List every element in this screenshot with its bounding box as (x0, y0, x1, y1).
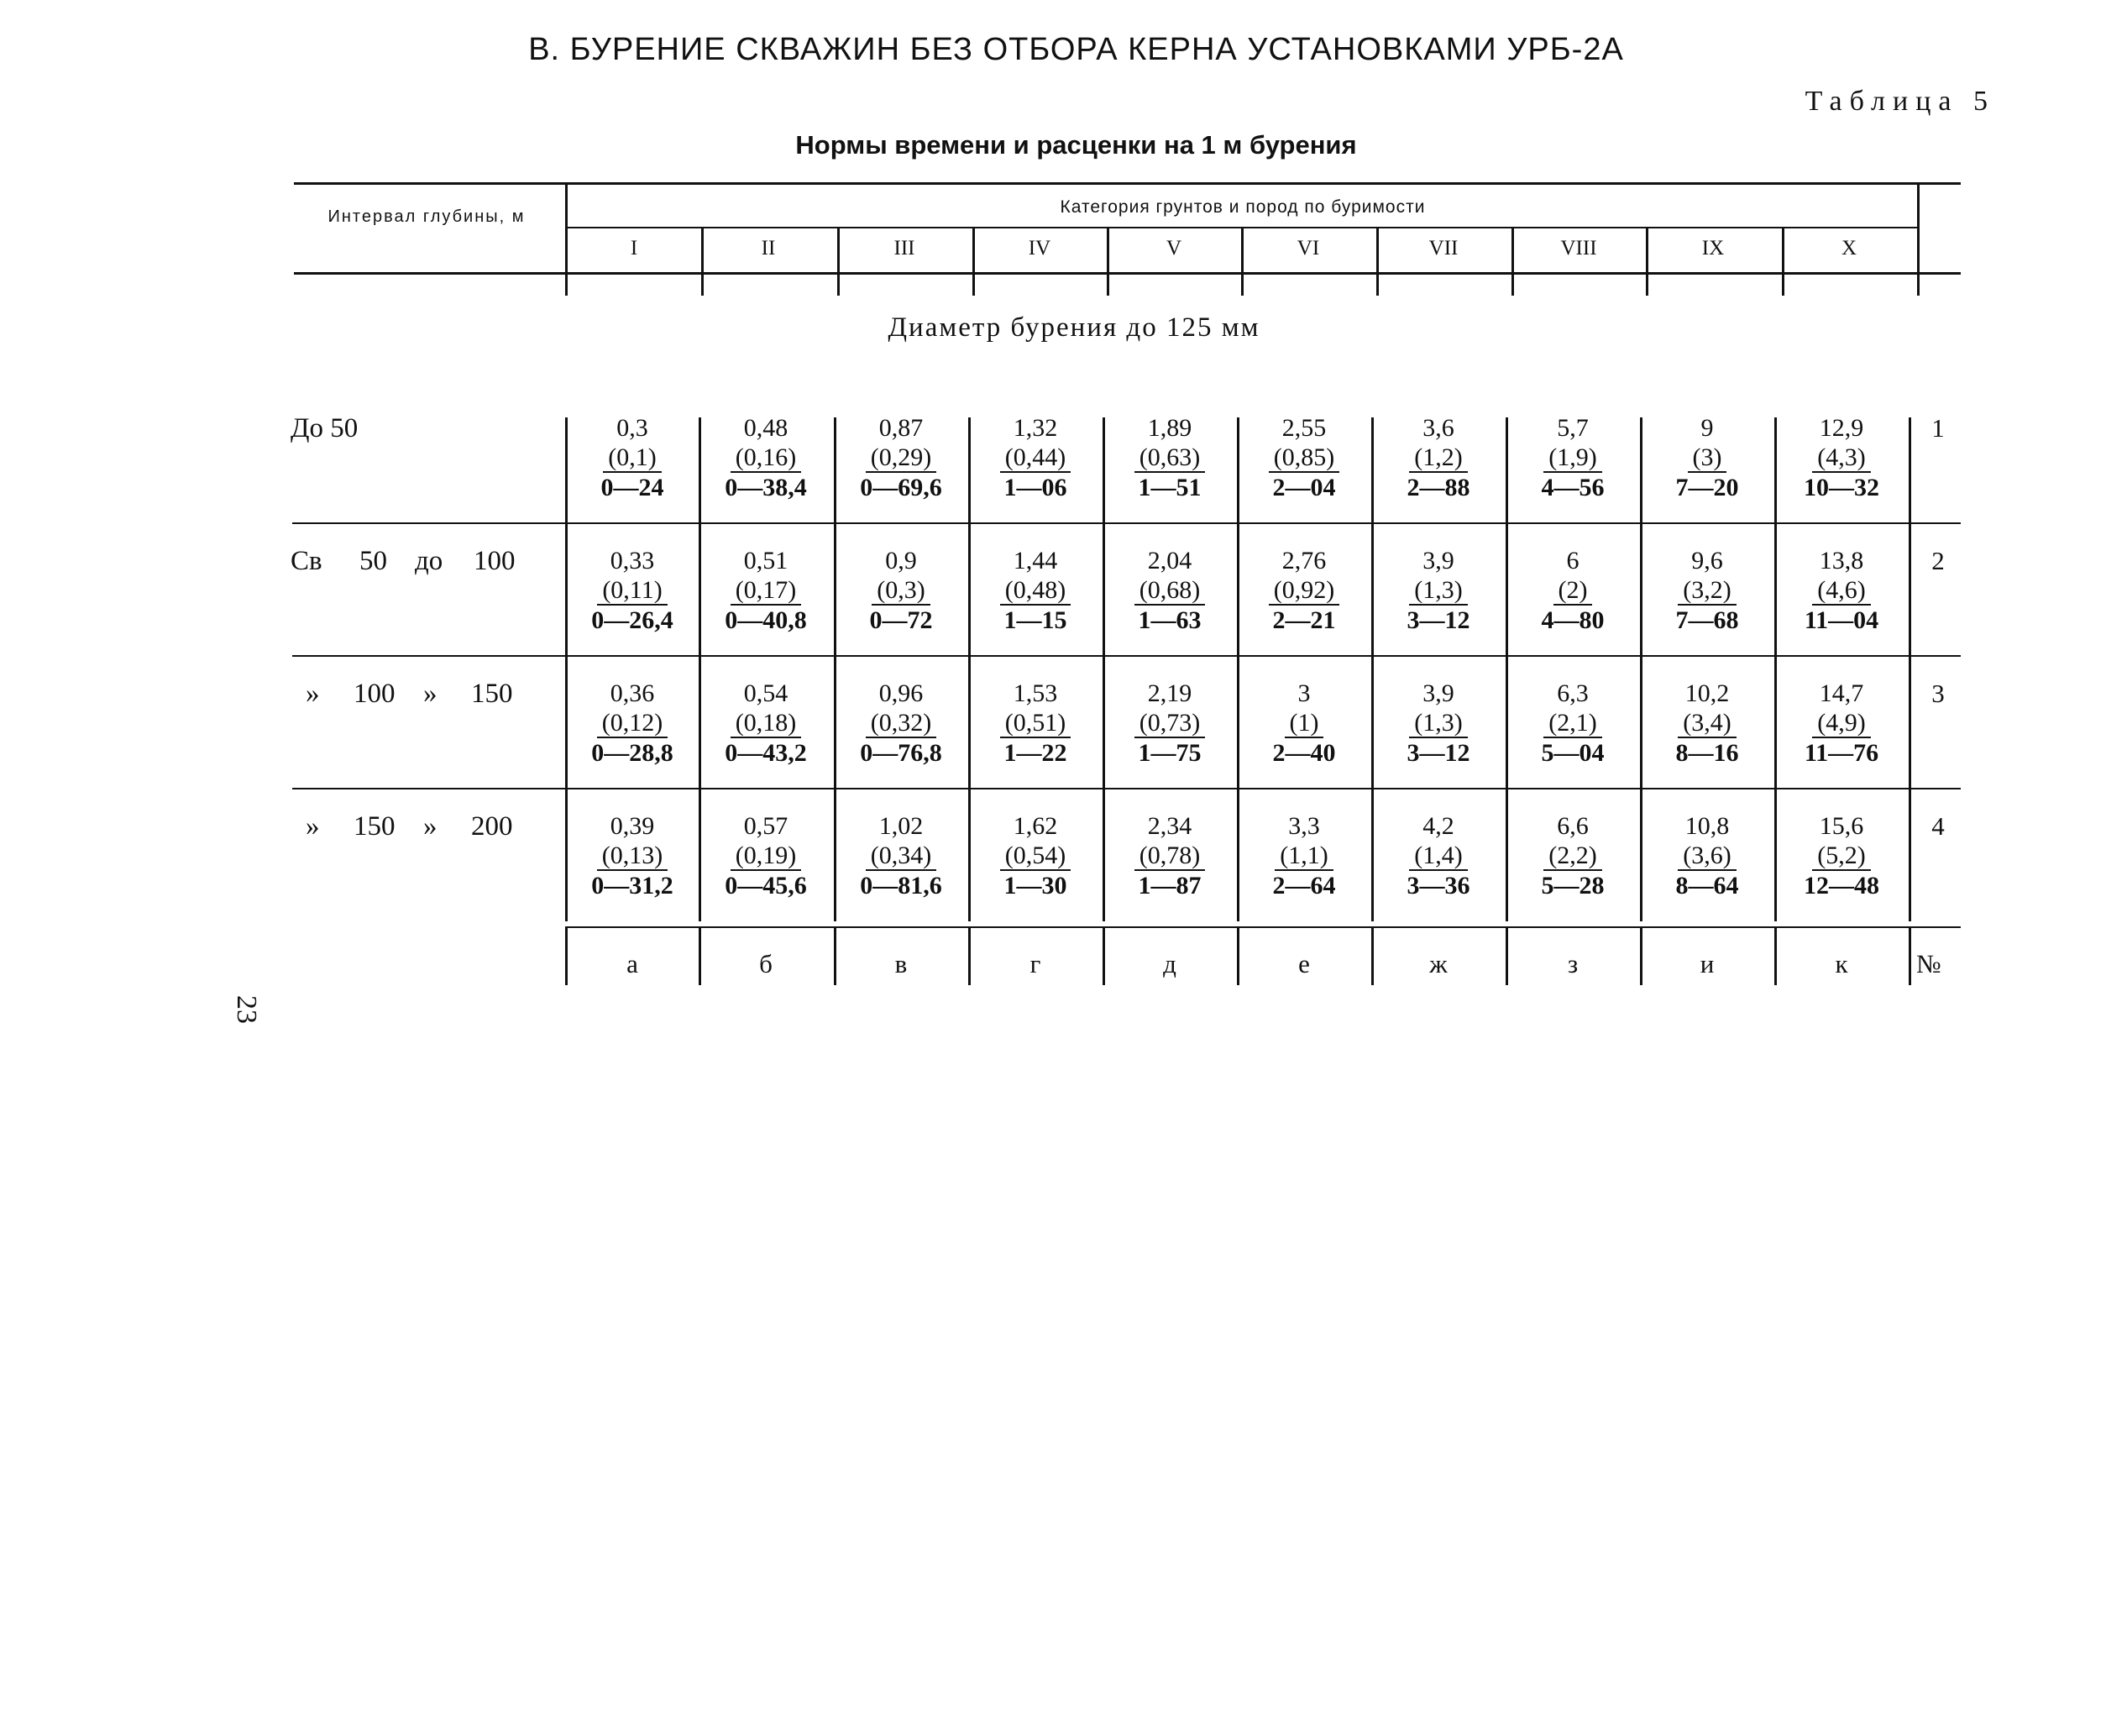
rate-value: 0—38,4 (725, 474, 807, 501)
rate-value: 4—56 (1541, 474, 1605, 501)
footer-column-divider (1909, 928, 1911, 985)
crew-norm: (0,34) (866, 842, 936, 871)
interval-part: Св (291, 546, 322, 576)
category-2: II (761, 237, 776, 260)
crew-norm: (0,44) (1000, 443, 1071, 473)
rate-value: 5—28 (1541, 872, 1605, 899)
crew-norm: (0,51) (1000, 709, 1071, 738)
page-number: 23 (231, 995, 262, 1024)
interval-part: » (423, 811, 437, 842)
interval-part: 100 (474, 546, 516, 576)
table-cell (1506, 546, 1640, 635)
interval-part: До 50 (291, 413, 359, 443)
time-norm: 10,8 (1684, 812, 1730, 840)
table-cell (834, 413, 968, 502)
crew-norm: (0,85) (1269, 443, 1339, 473)
time-norm: 3,3 (1288, 812, 1320, 840)
table-cell (1506, 679, 1640, 768)
row-separator (292, 522, 1961, 524)
table-cell (699, 811, 833, 900)
time-norm: 1,02 (878, 812, 924, 840)
rate-value: 0—81,6 (860, 872, 942, 899)
crew-norm: (0,78) (1134, 842, 1205, 871)
crew-norm-wrap (699, 575, 833, 606)
interval-part: » (423, 679, 437, 709)
crew-norm: (2) (1553, 576, 1593, 606)
category-divider (1107, 227, 1109, 296)
time-norm: 12,9 (1819, 414, 1864, 442)
crew-norm: (0,29) (866, 443, 936, 473)
rate-value: 0—28,8 (591, 739, 673, 767)
table-cell (1371, 413, 1506, 502)
category-1: I (630, 237, 638, 260)
category-divider (1376, 227, 1379, 296)
header-top-rule (294, 182, 1961, 185)
header-bottom-rule (294, 272, 1961, 275)
time-norm: 9,6 (1691, 547, 1723, 574)
crew-norm-wrap (1103, 708, 1237, 738)
crew-norm-wrap (1640, 841, 1774, 871)
table-cell (834, 811, 968, 900)
time-norm: 14,7 (1819, 679, 1864, 707)
column-letter: е (1298, 949, 1310, 978)
crew-norm-wrap (1103, 575, 1237, 606)
rate-value: 1—15 (1003, 606, 1067, 634)
table-subtitle: Нормы времени и расценки на 1 м бурения (795, 130, 1357, 160)
crew-norm-wrap (834, 443, 968, 473)
category-header: Категория грунтов и пород по буримости (1060, 197, 1426, 217)
table-cell (699, 546, 833, 635)
rate-value: 0—31,2 (591, 872, 673, 899)
column-letter: ж (1429, 949, 1448, 978)
crew-norm-wrap (1506, 443, 1640, 473)
interval-part: » (306, 811, 320, 842)
table-cell (1774, 546, 1909, 635)
table-cell (699, 413, 833, 502)
time-norm: 3,9 (1422, 547, 1454, 574)
crew-norm: (1,3) (1409, 576, 1467, 606)
time-norm: 3 (1297, 679, 1311, 707)
column-letter: и (1700, 949, 1715, 978)
crew-norm: (0,1) (603, 443, 661, 473)
table-cell (834, 546, 968, 635)
time-norm: 6,3 (1557, 679, 1589, 707)
crew-norm: (1,4) (1409, 842, 1467, 871)
table-cell (565, 413, 699, 502)
crew-norm-wrap (1103, 443, 1237, 473)
crew-norm-wrap (1237, 708, 1371, 738)
row-number: 3 (1931, 679, 1945, 708)
crew-norm-wrap (1371, 841, 1506, 871)
time-norm: 0,39 (610, 812, 655, 840)
crew-norm: (0,63) (1134, 443, 1205, 473)
crew-norm-wrap (1237, 841, 1371, 871)
rate-value: 1—06 (1003, 474, 1067, 501)
table-cell (1774, 679, 1909, 768)
time-norm: 0,48 (743, 414, 788, 442)
crew-norm: (0,48) (1000, 576, 1071, 606)
crew-norm: (0,18) (731, 709, 801, 738)
table-cell (1237, 413, 1371, 502)
interval-part: 200 (471, 811, 513, 842)
crew-norm: (3) (1688, 443, 1727, 473)
crew-norm-wrap (1506, 841, 1640, 871)
crew-norm-wrap (1371, 575, 1506, 606)
time-norm: 0,57 (743, 812, 788, 840)
time-norm: 2,19 (1147, 679, 1192, 707)
crew-norm: (5,2) (1812, 842, 1870, 871)
interval-part: 150 (471, 679, 513, 709)
crew-norm-wrap (699, 841, 833, 871)
row-separator (292, 655, 1961, 657)
crew-norm: (2,1) (1543, 709, 1601, 738)
column-letter: к (1835, 949, 1848, 978)
table-cell (1371, 811, 1506, 900)
table-cell (1640, 679, 1774, 768)
category-divider (701, 227, 704, 296)
crew-norm: (3,4) (1678, 709, 1736, 738)
crew-norm-wrap (1371, 708, 1506, 738)
category-divider (972, 227, 975, 296)
table-cell (1103, 679, 1237, 768)
rate-value: 0—45,6 (725, 872, 807, 899)
crew-norm: (0,73) (1134, 709, 1205, 738)
crew-norm-wrap (1774, 575, 1909, 606)
time-norm: 1,44 (1013, 547, 1058, 574)
diameter-section-title: Диаметр бурения до 125 мм (888, 312, 1260, 343)
table-cell (1640, 811, 1774, 900)
column-letter: в (894, 949, 908, 978)
category-divider (837, 227, 840, 296)
crew-norm: (0,92) (1269, 576, 1339, 606)
rate-value: 1—87 (1138, 872, 1202, 899)
crew-norm-wrap (1237, 575, 1371, 606)
column-letter: а (626, 949, 638, 978)
time-norm: 0,87 (878, 414, 924, 442)
rate-value: 0—43,2 (725, 739, 807, 767)
rate-value: 1—63 (1138, 606, 1202, 634)
time-norm: 2,76 (1281, 547, 1327, 574)
crew-norm-wrap (1640, 575, 1774, 606)
crew-norm-wrap (1103, 841, 1237, 871)
rate-value: 11—04 (1804, 606, 1879, 634)
time-norm: 0,96 (878, 679, 924, 707)
table-cell (1103, 546, 1237, 635)
time-norm: 13,8 (1819, 547, 1864, 574)
row-number: 4 (1931, 811, 1945, 841)
crew-norm-wrap (968, 841, 1103, 871)
interval-part: до (415, 546, 443, 576)
crew-norm-wrap (1774, 443, 1909, 473)
column-letter: з (1567, 949, 1579, 978)
time-norm: 0,54 (743, 679, 788, 707)
rate-value: 2—40 (1272, 739, 1336, 767)
rate-value: 8—64 (1675, 872, 1739, 899)
crew-norm: (1,1) (1275, 842, 1333, 871)
category-divider (1511, 227, 1514, 296)
interval-part: 50 (359, 546, 387, 576)
category-divider (1241, 227, 1244, 296)
rate-value: 12—48 (1804, 872, 1879, 899)
rate-value: 2—88 (1407, 474, 1470, 501)
time-norm: 0,33 (610, 547, 655, 574)
crew-norm: (2,2) (1543, 842, 1601, 871)
table-cell (1640, 413, 1774, 502)
category-4: IV (1028, 237, 1051, 260)
number-sign-label: № (1916, 949, 1941, 978)
rate-value: 0—69,6 (860, 474, 942, 501)
time-norm: 1,32 (1013, 414, 1058, 442)
footer-top-rule (565, 926, 1961, 928)
crew-norm: (0,16) (731, 443, 801, 473)
table-cell (1103, 811, 1237, 900)
rate-value: 1—30 (1003, 872, 1067, 899)
time-norm: 9 (1700, 414, 1714, 442)
crew-norm: (0,11) (597, 576, 667, 606)
table-cell (1506, 413, 1640, 502)
crew-norm-wrap (565, 708, 699, 738)
time-norm: 0,36 (610, 679, 655, 707)
rate-value: 0—40,8 (725, 606, 807, 634)
time-norm: 3,6 (1422, 414, 1454, 442)
table-cell (1371, 679, 1506, 768)
row-number: 1 (1931, 413, 1945, 443)
table-cell (565, 679, 699, 768)
time-norm: 1,62 (1013, 812, 1058, 840)
interval-part: 100 (354, 679, 396, 709)
crew-norm: (4,9) (1812, 709, 1870, 738)
rate-value: 0—26,4 (591, 606, 673, 634)
column-letter: б (759, 949, 773, 978)
table-cell (1237, 679, 1371, 768)
crew-norm: (1,2) (1409, 443, 1467, 473)
time-norm: 1,89 (1147, 414, 1192, 442)
rate-value: 2—21 (1272, 606, 1336, 634)
crew-norm: (0,68) (1134, 576, 1205, 606)
crew-norm-wrap (1371, 443, 1506, 473)
column-letter: д (1163, 949, 1176, 978)
rate-value: 1—75 (1138, 739, 1202, 767)
category-6: VI (1297, 237, 1320, 260)
time-norm: 2,55 (1281, 414, 1327, 442)
table-cell (1237, 546, 1371, 635)
table-cell (1371, 546, 1506, 635)
crew-norm-wrap (834, 708, 968, 738)
table-cell (1103, 413, 1237, 502)
crew-norm: (0,19) (731, 842, 801, 871)
table-cell (1506, 811, 1640, 900)
rate-value: 7—68 (1675, 606, 1739, 634)
time-norm: 6,6 (1557, 812, 1589, 840)
rate-value: 0—24 (600, 474, 664, 501)
time-norm: 0,3 (616, 414, 648, 442)
crew-norm-wrap (699, 443, 833, 473)
table-cell (565, 546, 699, 635)
crew-norm: (0,13) (597, 842, 668, 871)
section-title: В. БУРЕНИЕ СКВАЖИН БЕЗ ОТБОРА КЕРНА УСТАНОВКАМИ УРБ-2А (528, 32, 1624, 67)
crew-norm-wrap (1506, 708, 1640, 738)
column-letter: г (1029, 949, 1041, 978)
crew-norm-wrap (834, 841, 968, 871)
rate-value: 10—32 (1804, 474, 1879, 501)
crew-norm: (0,54) (1000, 842, 1071, 871)
time-norm: 10,2 (1684, 679, 1730, 707)
time-norm: 0,9 (885, 547, 917, 574)
crew-norm-wrap (968, 443, 1103, 473)
crew-norm-wrap (565, 443, 699, 473)
category-9: IX (1701, 237, 1725, 260)
interval-part: 150 (354, 811, 396, 842)
rate-value: 5—04 (1541, 739, 1605, 767)
crew-norm-wrap (968, 575, 1103, 606)
category-7: VII (1428, 237, 1459, 260)
crew-norm-wrap (565, 841, 699, 871)
crew-norm-wrap (699, 708, 833, 738)
crew-norm: (0,12) (597, 709, 668, 738)
crew-norm: (0,3) (872, 576, 930, 606)
rate-value: 3—12 (1407, 606, 1470, 634)
category-5: V (1166, 237, 1182, 260)
table-cell (968, 546, 1103, 635)
rate-value: 1—22 (1003, 739, 1067, 767)
crew-norm: (1) (1285, 709, 1324, 738)
crew-norm-wrap (1774, 708, 1909, 738)
crew-norm-wrap (565, 575, 699, 606)
table-cell (1774, 811, 1909, 900)
table-number-label: Таблица 5 (1805, 86, 1995, 117)
table-cell (1237, 811, 1371, 900)
time-norm: 3,9 (1422, 679, 1454, 707)
time-norm: 1,53 (1013, 679, 1058, 707)
table-cell (968, 679, 1103, 768)
category-10: X (1841, 237, 1857, 260)
table-cell (565, 811, 699, 900)
table-cell (834, 679, 968, 768)
row-number: 2 (1931, 546, 1945, 575)
table-cell (968, 413, 1103, 502)
time-norm: 15,6 (1819, 812, 1864, 840)
crew-norm: (1,3) (1409, 709, 1467, 738)
category-3: III (893, 237, 915, 260)
category-divider (1782, 227, 1784, 296)
row-separator (292, 788, 1961, 789)
rate-value: 7—20 (1675, 474, 1739, 501)
category-divider (1646, 227, 1648, 296)
crew-norm: (3,2) (1678, 576, 1736, 606)
crew-norm: (3,6) (1678, 842, 1736, 871)
crew-norm-wrap (1640, 443, 1774, 473)
interval-header: Интервал глубины, м (327, 207, 526, 226)
time-norm: 5,7 (1557, 414, 1589, 442)
crew-norm-wrap (968, 708, 1103, 738)
crew-norm: (0,32) (866, 709, 936, 738)
crew-norm-wrap (1774, 841, 1909, 871)
interval-part: » (306, 679, 320, 709)
time-norm: 4,2 (1422, 812, 1454, 840)
rate-value: 0—72 (869, 606, 933, 634)
table-cell (1774, 413, 1909, 502)
crew-norm: (0,17) (731, 576, 801, 606)
column-divider (1909, 417, 1911, 921)
rate-value: 4—80 (1541, 606, 1605, 634)
table-cell (1640, 546, 1774, 635)
time-norm: 0,51 (743, 547, 788, 574)
table-cell (699, 679, 833, 768)
crew-norm: (4,3) (1812, 443, 1870, 473)
rate-value: 3—36 (1407, 872, 1470, 899)
rate-value: 8—16 (1675, 739, 1739, 767)
crew-norm: (4,6) (1812, 576, 1870, 606)
crew-norm-wrap (1640, 708, 1774, 738)
time-norm: 2,04 (1147, 547, 1192, 574)
crew-norm-wrap (1506, 575, 1640, 606)
time-norm: 6 (1566, 547, 1580, 574)
table-cell (968, 811, 1103, 900)
rate-value: 3—12 (1407, 739, 1470, 767)
rate-value: 11—76 (1804, 739, 1879, 767)
rate-value: 1—51 (1138, 474, 1202, 501)
crew-norm: (1,9) (1543, 443, 1601, 473)
rate-value: 0—76,8 (860, 739, 942, 767)
crew-norm-wrap (834, 575, 968, 606)
time-norm: 2,34 (1147, 812, 1192, 840)
rate-value: 2—64 (1272, 872, 1336, 899)
rate-value: 2—04 (1272, 474, 1336, 501)
crew-norm-wrap (1237, 443, 1371, 473)
category-8: VIII (1560, 237, 1597, 260)
